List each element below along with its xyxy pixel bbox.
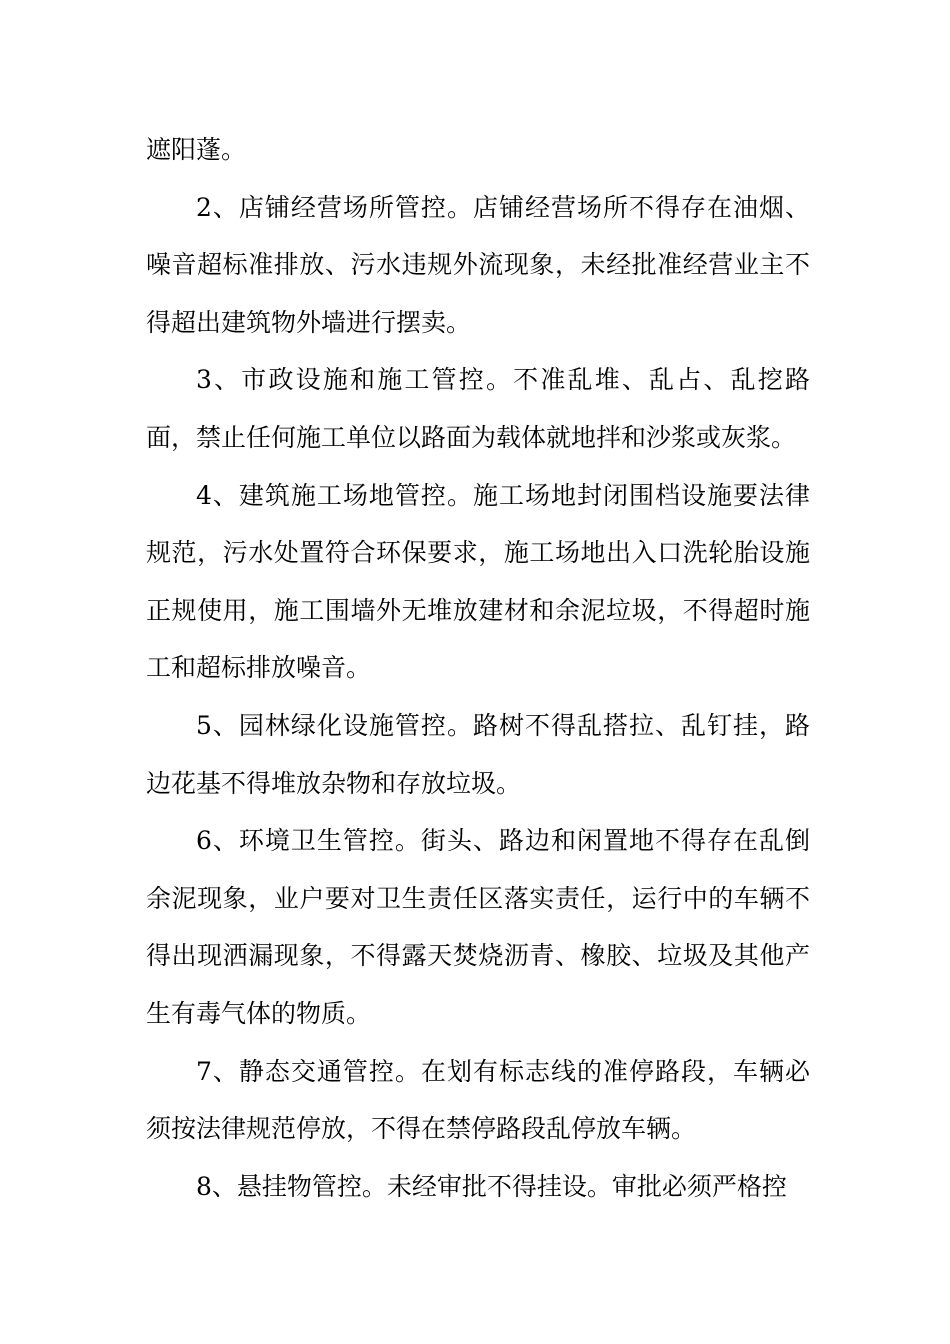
paragraph-hanging-objects-control: 8、悬挂物管控。未经审批不得挂设。审批必须严格控 — [196, 1171, 787, 1201]
paragraph-static-traffic-control: 7、静态交通管控。在划有标志线的准停路段，车辆必须按法律规范停放，不得在禁停路段乱停放车辆。 — [146, 1056, 810, 1144]
paragraph-continuation: 遮阳蓬。 — [146, 135, 247, 164]
paragraph-municipal-control: 3、市政设施和施工管控。不准乱堆、乱占、乱挖路面，禁止任何施工单位以路面为载体就地拌和沙浆或灰浆。 — [146, 365, 810, 452]
paragraph-greening-control: 5、园林绿化设施管控。路树不得乱搭拉、乱钉挂，路边花基不得堆放杂物和存放垃圾。 — [146, 710, 810, 798]
paragraph-sanitation-control: 6、环境卫生管控。街头、路边和闲置地不得存在乱倒余泥现象，业户要对卫生责任区落实责任，运行中的车辆不得出现洒漏现象，不得露天焚烧沥青、橡胶、垃圾及其他产生有毒气体的物质。 — [146, 826, 810, 1028]
paragraph-construction-site-control: 4、建筑施工场地管控。施工场地封闭围档设施要法律规范，污水处置符合环保要求，施工场地出入口洗轮胎设施正规使用，施工围墙外无堆放建材和余泥垃圾，不得超时施工和超标排放噪音。 — [146, 480, 810, 683]
document-body — [146, 121, 810, 1215]
paragraph-shop-control: 2、店铺经营场所管控。店铺经营场所不得存在油烟、噪音超标准排放、污水违规外流现象，未经批准经营业主不得超出建筑物外墙进行摆卖。 — [146, 192, 810, 337]
